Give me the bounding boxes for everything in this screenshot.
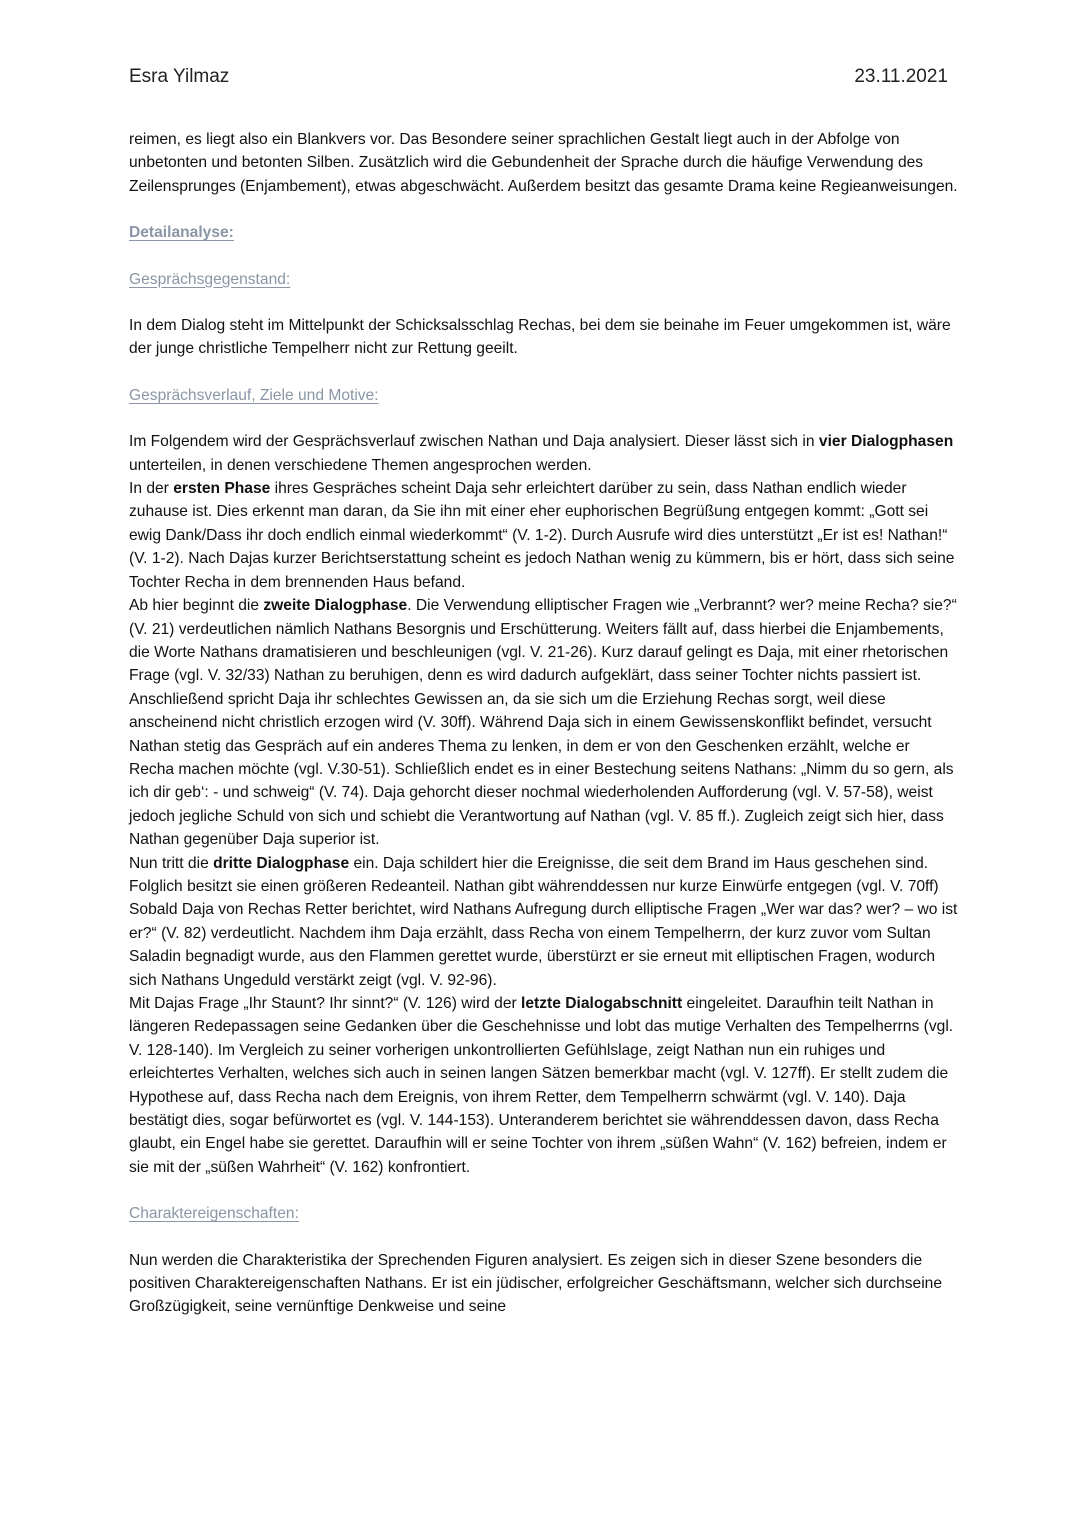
course-paragraph-4: Nun tritt die dritte Dialogphase ein. Daja schildert hier die Ereignisse, die seit dem Brand im Haus geschehen sind. Folglich besitzt sie einen größeren Redeanteil. Nathan gibt währenddessen nur kurze Einwürfe entgegen (vgl. V. 70ff): [129, 854, 939, 895]
author-name: Esra Yilmaz: [129, 66, 230, 87]
page-header: [129, 66, 948, 94]
course-paragraph-6: Mit Dajas Frage „Ihr Staunt? Ihr sinnt?“ (V. 126) wird der letzte Dialogabschnitt eingeleitet. Daraufhin teilt Nathan in längeren Redepassagen seine Gedanken über die Geschehnisse und lobt das mutige Verhalten des Tempelherrns (vgl. V. 128-140). Im Vergleich zu seiner vorherigen unkontrollierten Gefühlslage, zeigt Nathan nun ein ruhiges und erleichtertes Verhalten, welches sich auch in seinen langen Sätzen bemerkbar macht (vgl. V. 127ff). Er stellt zudem die Hypothese auf, dass Recha nach dem Ereignis, von ihrem Retter, dem Tempelherrn schwärmt (vgl. V. 140). Daja bestätigt dies, sogar befürwortet es (vgl. V. 144-153). Unteranderem berichtet sie währenddessen davon, dass Recha glaubt, ein Engel habe sie gerettet. Daraufhin will er seine Tochter von ihrem „süßen Wahn“ (V. 162) befreien, indem er sie mit der „süßen Wahrheit“ (V. 162) konfrontiert.: [129, 995, 954, 1176]
keyword-third-phase: dritte Dialogphase: [213, 854, 350, 872]
keyword-last-section: letzte Dialogabschnitt: [521, 995, 683, 1012]
keyword-first-phase: ersten Phase: [173, 480, 271, 498]
document-date: 23.11.2021: [854, 66, 948, 87]
document-body: [129, 128, 959, 1319]
keyword-four-phases: vier Dialogphasen: [818, 433, 954, 451]
keyword-second-phase: zweite Dialogphase: [263, 597, 408, 615]
course-paragraph-1: Im Folgendem wird der Gesprächsverlauf zwischen Nathan und Daja analysiert. Dieser lässt sich in vier Dialogphasen unterteilen, in denen verschiedene Themen angesprochen werden.: [129, 433, 954, 474]
course-heading: Gesprächsverlauf, Ziele und Motive:: [129, 386, 379, 404]
intro-paragraph: reimen, es liegt also ein Blankvers vor. Das Besondere seiner sprachlichen Gestalt liegt auch in der Abfolge von unbetonten und betonten Silben. Zusätzlich wird die Gebundenheit der Sprache durch die häufige Verwendung des Zeilensprunges (Enjambement), etwas abgeschwächt. Außerdem besitzt das gesamte Drama keine Regieanweisungen.: [129, 131, 958, 195]
course-paragraph-2: In der ersten Phase ihres Gespräches scheint Daja sehr erleichtert darüber zu sein, dass Nathan endlich wieder zuhause ist. Dies erkennt man daran, da Sie ihn mit einer eher euphorischen Begrüßung entgegen kommt: „Gott sei ewig Dank/Dass ihr doch endlich einmal wiederkommt“ (V. 1-2). Durch Ausrufe wird dies unterstützt „Er ist es! Nathan!“ (V. 1-2). Nach Dajas kurzer Berichtserstattung scheint es jedoch Nathan wenig zu kümmern, bis er hört, dass sich seine Tochter Recha in dem brennenden Haus befand.: [129, 480, 955, 591]
subject-heading: Gesprächsgegenstand:: [129, 270, 291, 288]
detail-analysis-heading: Detailanalyse:: [129, 224, 234, 242]
course-paragraph-3: Ab hier beginnt die zweite Dialogphase. Die Verwendung elliptischer Fragen wie „Verbrannt? wer? meine Recha? sie?“ (V. 21) verdeutlichen nämlich Nathans Besorgnis und Erschütterung. Weiters fällt auf, dass hierbei die Enjambements, die Worte Nathans dramatisieren und beschleunigen (vgl. V. 21-26). Kurz darauf gelingt es Daja, mit einer rhetorischen Frage (vgl. V. 32/33) Nathan zu beruhigen, denn es wird dadurch aufgeklärt, dass seiner Tochter nichts passiert ist. Anschließend spricht Daja ihr schlechtes Gewissen an, da sie sich um die Erziehung Rechas sorgt, weil diese anscheinend nicht christlich erzogen wird (V. 30ff). Während Daja sich in einem Gewissenskonflikt befindet, versucht Nathan stetig das Gespräch auf ein anderes Thema zu lenken, in dem er von den Geschenken erzählt, welche er Recha machen möchte (vgl. V.30-51). Schließlich endet es in einer Bestechung seitens Nathans: „Nimm du so gern, als ich dir geb‘: - und schweig“ (V. 74). Daja gehorcht dieser nochmal wiederholenden Aufforderung (vgl. V. 57-58), weist jedoch jegliche Schuld von sich und schiebt die Verantwortung auf Nathan (vgl. V. 85 ff.). Zugleich zeigt sich hier, dass Nathan gegenüber Daja superior ist.: [129, 597, 957, 849]
character-paragraph: Nun werden die Charakteristika der Sprechenden Figuren analysiert. Es zeigen sich in dieser Szene besonders die positiven Charaktereigenschaften Nathans. Er ist ein jüdischer, erfolgreicher Geschäftsmann, welcher sich durchseine Großzügigkeit, seine vernünftige Denkweise und seine: [129, 1251, 943, 1316]
course-paragraph-5: Sobald Daja von Rechas Retter berichtet, wird Nathans Aufregung durch elliptische Fragen „Wer war das? wer? – wo ist er?“ (V. 82) verdeutlicht. Nachdem ihm Daja erzählt, dass Recha von einem Tempelherrn, der kurz zuvor vom Sultan Saladin begnadigt wurde, aus den Flammen gerettet wurde, überstürzt er sie erneut mit elliptischen Fragen, wodurch sich Nathans Ungeduld verstärkt zeigt (vgl. V. 92-96).: [129, 901, 958, 989]
character-heading: Charaktereigenschaften:: [129, 1205, 299, 1223]
subject-paragraph: In dem Dialog steht im Mittelpunkt der Schicksalsschlag Rechas, bei dem sie beinahe im Feuer umgekommen ist, wäre der junge christliche Tempelherr nicht zur Rettung geeilt.: [129, 317, 951, 358]
